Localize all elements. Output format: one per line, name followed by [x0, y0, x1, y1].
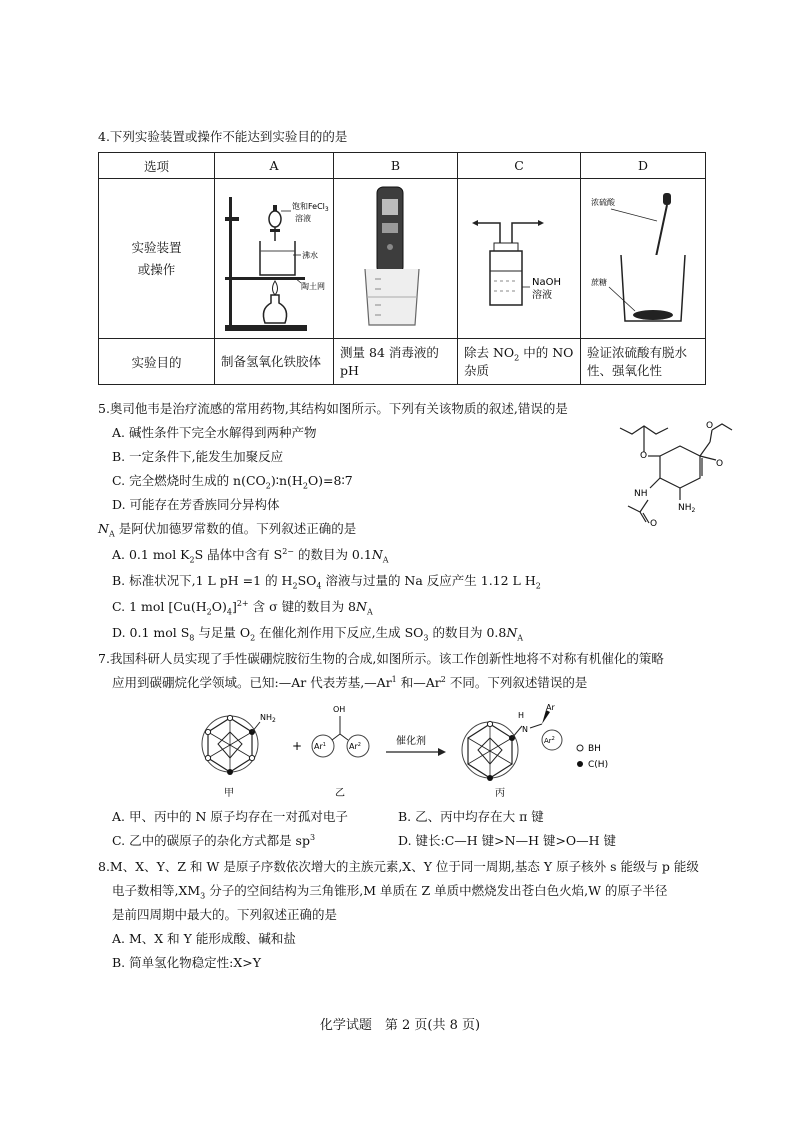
q5-option-a: A. 碱性条件下完全水解得到两种产物 — [112, 425, 317, 440]
carborane-jia — [202, 713, 276, 775]
q8-stem-line1: 8.M、X、Y、Z 和 W 是原子序数依次增大的主族元素,X、Y 位于同一周期,基态 Y 原子核外 s 能级与 p 能级 — [98, 859, 699, 874]
q4-stem: 4.下列实验装置或操作不能达到实验目的的是 — [98, 129, 348, 144]
q5-option-d: D. 可能存在芳香族同分异构体 — [112, 497, 280, 512]
q5-option-c: C. 完全燃烧时生成的 $n(CO_2)∶n(H_2O)=8∶7$ — [112, 473, 353, 491]
svg-text:Ar1: Ar$^1$ — [314, 742, 326, 751]
q6-option-b: B. 标准状况下,1 L pH =1 的 $H_2SO_4$ 溶液与过量的 Na 反应产生 1.12 L $H_2$ — [112, 573, 541, 591]
q8-stem-line3: 是前四周期中最大的。下列叙述正确的是 — [112, 907, 338, 922]
fig-a-label-gauze: 陶土网 — [301, 282, 326, 291]
catalyst-label: 催化剂 — [396, 736, 426, 747]
q5-stem: 5.奥司他韦是治疗流感的常用药物,其结构如图所示。下列有关该物质的叙述,错误的是 — [98, 401, 568, 416]
q7-option-b: B. 乙、丙中均存在大 π 键 — [398, 809, 544, 824]
fig-c-gas-washing-bottle — [458, 179, 579, 335]
plus-sign: + — [292, 739, 303, 753]
fig-d-label-sulfuric-acid: 浓硫酸 — [590, 198, 615, 207]
header-option: 选项 — [99, 153, 215, 179]
fig-b-ph-meter-photo — [335, 179, 457, 335]
page-footer: 化学试题 第 2 页(共 8 页) — [319, 1018, 481, 1033]
row-label-line1: 实验装置 — [131, 239, 182, 255]
purpose-a: 制备氢氧化铁胶体 — [215, 339, 334, 385]
q6-option-c: C. 1 mol $[Cu(H_2O)_4]^{2+}$ 含 σ 键的数目为 $8N_A$ — [112, 598, 373, 617]
label-jia: 甲 — [224, 788, 234, 799]
header-b: B — [334, 153, 458, 179]
product-bing — [462, 703, 562, 781]
row-label-apparatus — [99, 179, 215, 339]
svg-text:OH: OH — [333, 705, 346, 714]
figure-d-cell — [580, 179, 705, 339]
q8-stem-line2: 电子数相等$,XM_3$ 分子的空间结构为三角锥形,M 单质在 Z 单质中燃烧发出苍白色火焰,W 的原子半径 — [112, 883, 668, 901]
legend-ch: C(H) — [588, 760, 609, 770]
fig-c-label-solution: 溶液 — [532, 290, 553, 301]
label-bing: 丙 — [495, 788, 505, 799]
figure-a-cell — [215, 179, 334, 339]
purpose-c: 除去 $NO_2$ 中的 NO 杂质 — [458, 339, 581, 385]
q5-option-b: B. 一定条件下,能发生加聚反应 — [112, 449, 284, 464]
q7-reaction-scheme — [190, 700, 630, 800]
svg-text:O: O — [650, 519, 658, 526]
row-label-line2: 或操作 — [137, 261, 176, 277]
label-nh2: $NH_2$ — [678, 503, 696, 514]
row-label-purpose: 实验目的 — [99, 339, 215, 385]
fig-c-label-naoh: NaOH — [532, 277, 562, 288]
header-d: D — [580, 153, 705, 179]
q7-option-a: A. 甲、丙中的 N 原子均存在一对孤对电子 — [112, 809, 348, 824]
svg-text:Ar2: Ar$^2$ — [349, 742, 361, 751]
svg-text:O: O — [640, 451, 648, 461]
svg-text:O: O — [706, 421, 714, 431]
legend-bh: BH — [588, 744, 601, 754]
q7-option-d: D. 键长:C—H 键>N—H 键>O—H 键 — [398, 833, 617, 848]
q4-table — [98, 152, 706, 385]
q8-option-b: B. 简单氢化物稳定性:X>Y — [112, 955, 261, 970]
q7-stem-line1: 7.我国科研人员实现了手性碳硼烷胺衍生物的合成,如图所示。该工作创新性地将不对称有机催化的策略 — [98, 651, 664, 666]
svg-text:Ar: Ar — [546, 703, 555, 712]
fig-a-label-fecl3: 饱和FeCl$_3$ — [292, 202, 329, 213]
alcohol-yi — [312, 705, 369, 757]
label-nh: NH — [634, 489, 648, 499]
fig-d-label-sucrose: 蔗糖 — [590, 278, 607, 287]
purpose-b: 测量 84 消毒液的 pH — [334, 339, 458, 385]
purpose-d: 验证浓硫酸有脱水性、强氧化性 — [580, 339, 705, 385]
q7-option-c: C. 乙中的碳原子的杂化方式都是 $sp^3$ — [112, 832, 316, 848]
header-a: A — [215, 153, 334, 179]
q6-stem: $N_A$ 是阿伏加德罗常数的值。下列叙述正确的是 — [98, 521, 357, 539]
fig-a-label-boiling-water: 沸水 — [302, 251, 319, 260]
fig-d-sugar-dehydration — [581, 179, 705, 335]
figure-c-cell — [458, 179, 581, 339]
svg-text:NH2: $NH_2$ — [260, 713, 276, 724]
fig-a-iron-hydroxide-colloid-setup — [215, 179, 333, 335]
svg-text:O: O — [716, 459, 724, 469]
q7-stem-line2: 应用到碳硼烷化学领域。已知:—Ar 代表芳基,—Ar$^1$ 和—Ar$^2$ 不同。下列叙述错误的是 — [112, 674, 588, 690]
svg-text:H: H — [518, 711, 525, 720]
q8-option-a: A. M、X 和 Y 能形成酸、碱和盐 — [112, 931, 296, 946]
svg-text:N: N — [522, 725, 528, 734]
header-c: C — [458, 153, 581, 179]
figure-b-cell — [334, 179, 458, 339]
fig-a-label-solution: 溶液 — [295, 214, 312, 223]
label-yi: 乙 — [335, 788, 345, 799]
q6-option-a: A. 0.1 mol $K_2S$ 晶体中含有 $S^{2-}$ 的数目为 $0.1N_A$ — [112, 546, 389, 565]
q6-option-d: D. 0.1 mol $S_8$ 与足量 $O_2$ 在催化剂作用下反应,生成 $SO_3$ 的数目为 $0.8N_A$ — [112, 625, 524, 643]
svg-text:Ar2: Ar$^2$ — [544, 736, 555, 745]
oseltamivir-structure — [600, 416, 740, 526]
